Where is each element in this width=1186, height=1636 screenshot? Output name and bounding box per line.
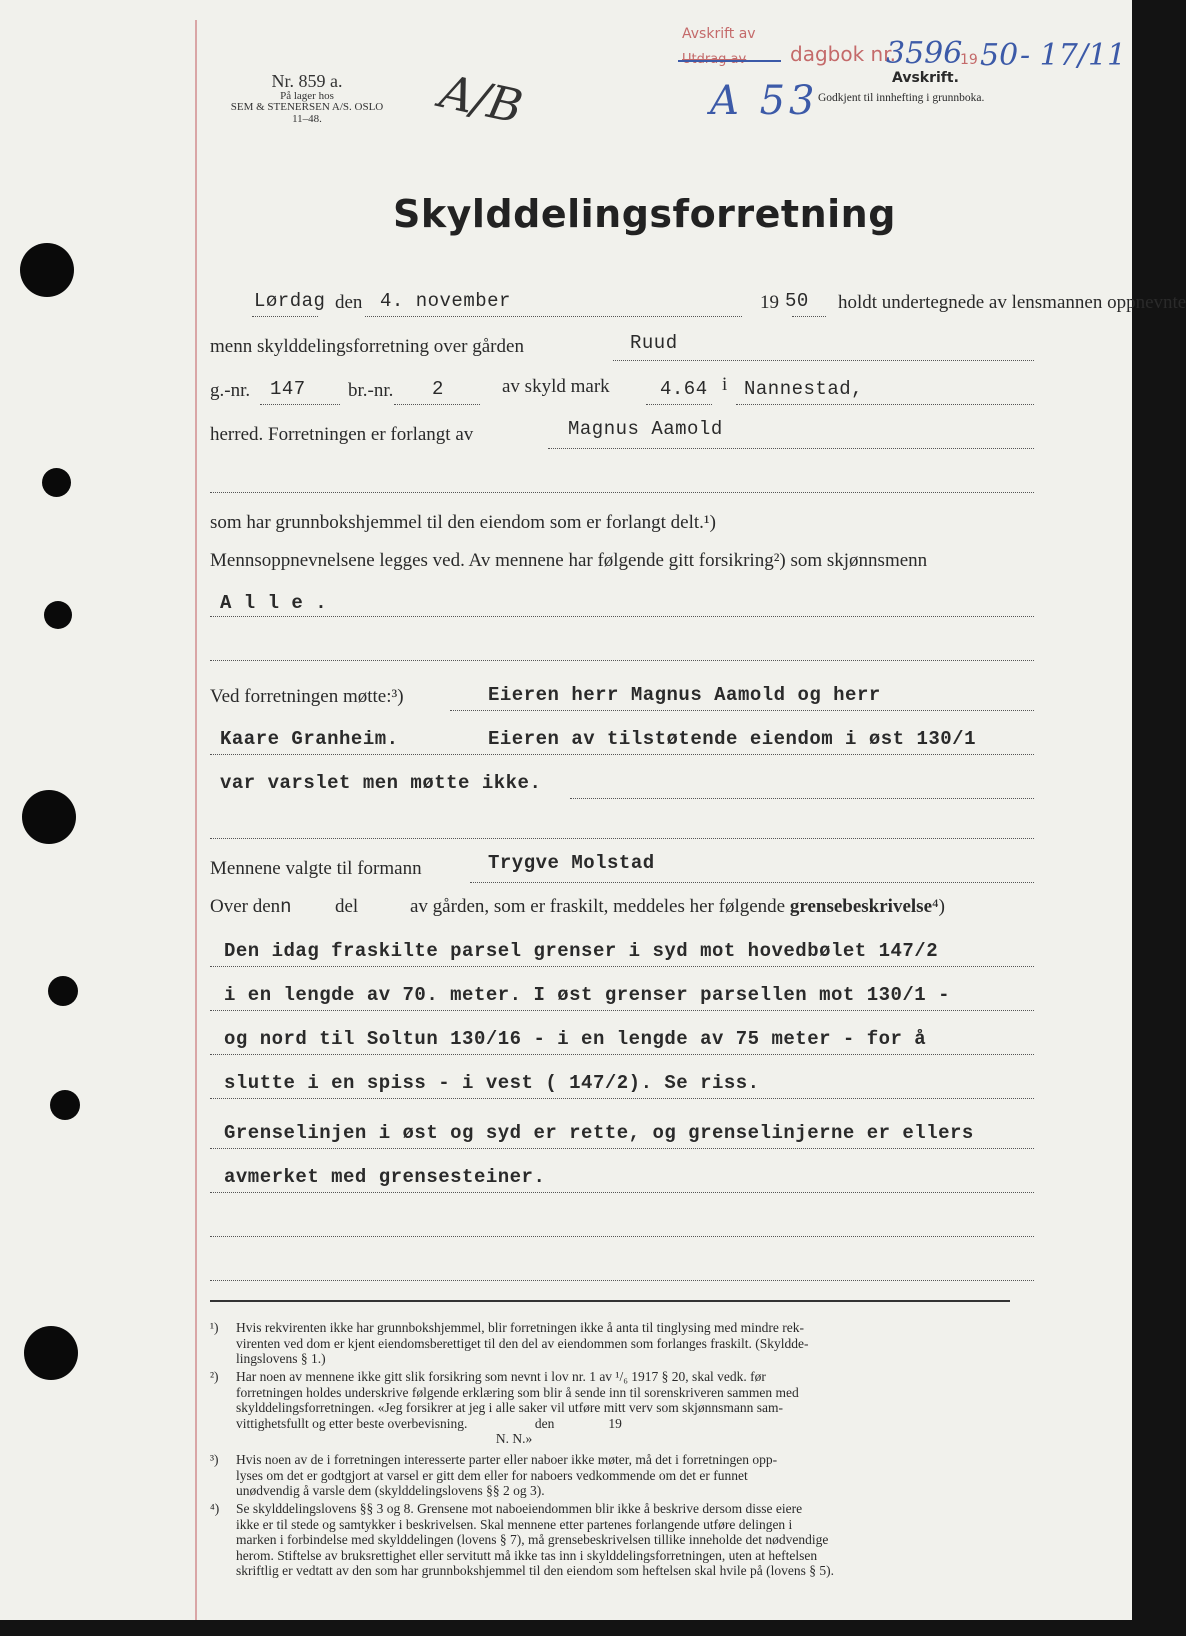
- dotted-rule: [210, 616, 1034, 617]
- form-text: del: [335, 896, 359, 917]
- form-text: av skyld mark: [502, 376, 610, 397]
- margin-rule: [195, 20, 197, 1620]
- dotted-rule: [613, 360, 1034, 361]
- form-text: Mennene valgte til formann: [210, 858, 422, 879]
- attendance-value: Kaare Granheim.: [220, 728, 399, 750]
- dagbok-year-prefix: 19: [960, 52, 978, 68]
- punch-hole-icon: [48, 976, 78, 1006]
- godkjent-text: Godkjent til innhefting i grunnboka.: [818, 92, 985, 104]
- punch-hole-icon: [42, 468, 71, 497]
- date-value: 4. november: [380, 290, 511, 312]
- blank-line: [210, 1212, 1034, 1231]
- form-text: holdt undertegnede av lensmannen oppnevnte: [838, 292, 1186, 313]
- weekday-value: Lørdag: [254, 290, 326, 312]
- boundary-line: [210, 1074, 1034, 1093]
- boundary-text: slutte i en spiss - i vest ( 147/2). Se riss.: [224, 1072, 760, 1094]
- form-line-property: [210, 374, 1034, 401]
- blank-line: [210, 1256, 1034, 1275]
- gnr-value: 147: [270, 378, 306, 400]
- form-number: Nr. 859 a.: [271, 71, 343, 91]
- dotted-rule: [548, 448, 1034, 449]
- dotted-rule: [365, 316, 742, 317]
- dotted-rule: [210, 1054, 1034, 1055]
- handwritten-initials: A/B: [435, 64, 528, 134]
- form-text: herred. Forretningen er forlangt av: [210, 424, 474, 445]
- punch-hole-icon: [44, 601, 72, 629]
- municipality-value: Nannestad,: [744, 378, 864, 400]
- boundary-text: og nord til Soltun 130/16 - i en lengde av 75 meter - for å: [224, 1028, 927, 1050]
- document-title: Skylddelingsforretning: [393, 192, 896, 236]
- boundary-line: [210, 1124, 1034, 1143]
- form-line-requester: [210, 418, 1034, 445]
- form-text: som har grunnbokshjemmel til den eiendom som er forlangt delt.¹): [210, 512, 716, 533]
- dotted-rule: [210, 492, 1034, 493]
- boundary-line: [210, 986, 1034, 1005]
- form-text: Over denn: [210, 896, 293, 918]
- dotted-rule: [210, 966, 1034, 967]
- form-text: Ved forretningen møtte:³): [210, 686, 404, 707]
- dotted-rule: [570, 798, 1034, 799]
- skyld-value: 4.64: [660, 378, 708, 400]
- strike-line: [678, 60, 781, 62]
- blank-line: [210, 468, 1034, 487]
- footnote-1: ¹) Hvis rekvirenten ikke har grunnbokshjemmel, blir forretningen ikke å anta til tinglysing med mindre rek- virenten ved dom er kjent eiendomsberettiget til den del av eiendommen som forlanges fraskilt. (Skyldde- lingslovens § 1.): [210, 1320, 809, 1367]
- chairman-value: Trygve Molstad: [488, 852, 655, 874]
- boundary-text: i en lengde av 70. meter. I øst grenser parsellen mot 130/1 -: [224, 984, 951, 1006]
- blank-line: [210, 814, 1034, 833]
- publisher-line: SEM & STENERSEN A/S. OSLO: [230, 101, 384, 114]
- form-text: i: [722, 374, 728, 395]
- dotted-rule: [646, 404, 712, 405]
- form-line-chairman: [210, 852, 1034, 879]
- dotted-rule: [792, 316, 826, 317]
- boundary-line: [210, 942, 1034, 961]
- reference-code: A 53: [710, 78, 819, 124]
- form-text: den: [335, 292, 363, 313]
- dotted-rule: [210, 1236, 1034, 1237]
- dotted-rule: [210, 838, 1034, 839]
- dagbok-label: dagbok nr.: [790, 42, 896, 66]
- dagbok-date: - 17/11: [1020, 38, 1127, 73]
- dotted-rule: [210, 754, 1034, 755]
- form-line-farm: [210, 332, 1034, 357]
- footnote-divider: [210, 1300, 1010, 1302]
- form-line-attendance: [210, 774, 1034, 793]
- form-text: menn skylddelingsforretning over gården: [210, 336, 524, 357]
- assurers-value: A l l e .: [220, 592, 328, 614]
- dotted-rule: [210, 660, 1034, 661]
- bnr-value: 2: [432, 378, 444, 400]
- dotted-rule: [450, 710, 1034, 711]
- stamp-utdrag: Utdrag av: [682, 52, 747, 67]
- year-value: 50: [785, 290, 809, 312]
- dagbok-year: 50: [980, 38, 1019, 73]
- dotted-rule: [260, 404, 340, 405]
- form-line-attendance: [210, 686, 1034, 705]
- footnote-4: ⁴) Se skylddelingslovens §§ 3 og 8. Grensene mot naboeiendommen blir ikke å beskrive dersom disse eiere ikke er til stede og samtykker i beskrivelsen. Skal mennene etter partenes forlangende utføre delingen i marken i forbindelse med skylddelingen (lovens § 7), må grensebeskrivelsen tillike inneholde det nødvendige herom. Stiftelse av bruksrettighet eller servitutt må ikke tas inn i skylddelingsforretningen, uten at heftelsen skriftlig er vedtatt av den som har grunnbokshjemmel til den eiendom som heftelsen skal hvile på (lovens § 5).: [210, 1501, 834, 1579]
- boundary-text: Den idag fraskilte parsel grenser i syd mot hovedbølet 147/2: [224, 940, 939, 962]
- boundary-line: [210, 1030, 1034, 1049]
- dotted-rule: [210, 1280, 1034, 1281]
- attendance-value: Eieren herr Magnus Aamold og herr: [488, 684, 881, 706]
- form-line-attendance: [210, 730, 1034, 749]
- publisher-line: På lager hos: [280, 89, 334, 102]
- form-text: av gården, som er fraskilt, meddeles her følgende grensebeskrivelse⁴): [410, 896, 945, 917]
- punch-hole-icon: [50, 1090, 80, 1120]
- dagbok-number: 3596: [886, 36, 963, 71]
- form-line-assurers: [210, 592, 1034, 614]
- publisher-line: 11–48.: [292, 112, 322, 125]
- dotted-rule: [210, 1148, 1034, 1149]
- dotted-rule: [210, 1010, 1034, 1011]
- boundary-line: [210, 1168, 1034, 1187]
- form-publisher: [222, 72, 392, 126]
- punch-hole-icon: [20, 243, 74, 297]
- boundary-text: avmerket med grensesteiner.: [224, 1166, 546, 1188]
- dotted-rule: [736, 404, 1034, 405]
- dotted-rule: [210, 1192, 1034, 1193]
- dotted-rule: [470, 882, 1034, 883]
- form-line-date: [210, 290, 1186, 313]
- dotted-rule: [210, 1098, 1034, 1099]
- requester-value: Magnus Aamold: [568, 418, 723, 440]
- dotted-rule: [394, 404, 480, 405]
- farm-value: Ruud: [630, 332, 678, 354]
- footnote-3: ³) Hvis noen av de i forretningen interesserte parter eller naboer ikke møter, må det i forretningen opp- lyses om det er godtgjort at varsel er gitt dem eller for naboers vedkommende om det er funnet unødvendig å varsle dem (skylddelingslovens §§ 2 og 3).: [210, 1452, 778, 1499]
- form-text: Mennsoppnevnelsene legges ved. Av mennene har følgende gitt forsikring²) som skjønnsmenn: [210, 550, 928, 571]
- avskrift-label: Avskrift.: [892, 70, 959, 86]
- attendance-value: Eieren av tilstøtende eiendom i øst 130/1: [488, 728, 976, 750]
- punch-hole-icon: [22, 790, 76, 844]
- form-text: 19: [760, 292, 779, 313]
- boundary-text: Grenselinjen i øst og syd er rette, og grenselinjerne er ellers: [224, 1122, 974, 1144]
- blank-line: [210, 636, 1034, 655]
- form-text: br.-nr.: [348, 380, 394, 401]
- dotted-rule: [252, 316, 318, 317]
- attendance-value: var varslet men møtte ikke.: [220, 772, 542, 794]
- footnote-2: ²) Har noen av mennene ikke gitt slik forsikring som nevnt i lov nr. 1 av ¹/₆ 1917 § 20, skal vedk. før forretningen holdes underskrive følgende erklæring som blir å sende inn til sorenskriveren sammen med skylddelingsforretningen. «Jeg forsikrer at jeg i alle saker vil utføre mitt verv som skjønnsmann sam- vittighetsfullt og etter beste overbevisning. den 19 N. N.»: [210, 1369, 799, 1447]
- stamp-avskrift: Avskrift av: [682, 26, 756, 42]
- punch-hole-icon: [24, 1326, 78, 1380]
- form-text: g.-nr.: [210, 380, 251, 401]
